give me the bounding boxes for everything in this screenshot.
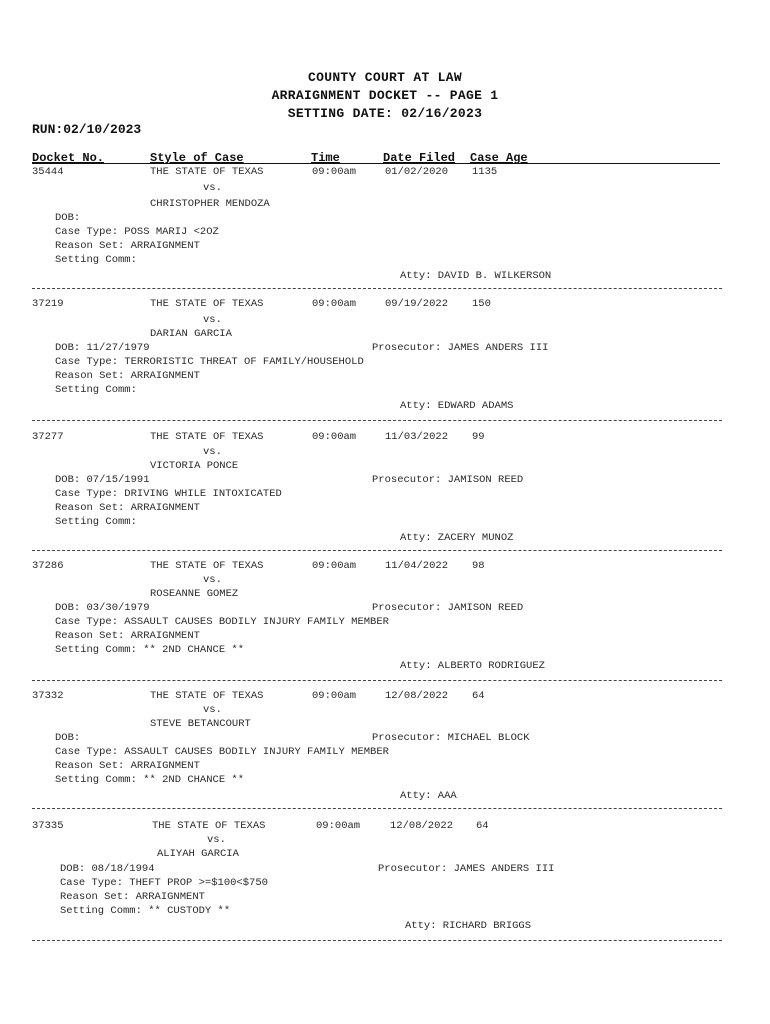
entry-separator bbox=[32, 808, 722, 809]
prosecutor: Prosecutor: JAMES ANDERS III bbox=[372, 342, 549, 354]
versus: vs. bbox=[203, 704, 222, 716]
prosecutor: Prosecutor: MICHAEL BLOCK bbox=[372, 732, 530, 744]
defendant: VICTORIA PONCE bbox=[150, 460, 239, 472]
docket-entry bbox=[0, 431, 770, 561]
defendant: STEVE BETANCOURT bbox=[150, 718, 251, 730]
reason-set: Reason Set: ARRAIGNMENT bbox=[60, 891, 205, 903]
docket-number: 37219 bbox=[32, 298, 64, 310]
date-filed: 11/04/2022 bbox=[385, 560, 449, 572]
col-docket-no: Docket No. bbox=[32, 151, 105, 165]
time: 09:00am bbox=[312, 166, 357, 178]
time: 09:00am bbox=[312, 431, 357, 443]
setting-comm: Setting Comm: ** 2ND CHANCE ** bbox=[55, 644, 245, 656]
dob: DOB: 07/15/1991 bbox=[55, 474, 150, 486]
plaintiff: THE STATE OF TEXAS bbox=[150, 560, 264, 572]
setting-comm: Setting Comm: ** CUSTODY ** bbox=[60, 905, 231, 917]
setting-date: SETTING DATE: 02/16/2023 bbox=[287, 106, 483, 121]
date-filed: 09/19/2022 bbox=[385, 298, 449, 310]
col-style-of-case: Style of Case bbox=[150, 151, 244, 165]
docket-number: 37277 bbox=[32, 431, 64, 443]
docket-number: 35444 bbox=[32, 166, 64, 178]
case-age: 64 bbox=[476, 820, 489, 832]
case-type: Case Type: ASSAULT CAUSES BODILY INJURY FAMILY MEMBER bbox=[55, 746, 389, 758]
docket-number: 37335 bbox=[32, 820, 64, 832]
court-title: COUNTY COURT AT LAW bbox=[308, 70, 462, 85]
case-age: 64 bbox=[472, 690, 485, 702]
docket-entry bbox=[0, 166, 770, 296]
docket-entry bbox=[0, 820, 770, 950]
case-type: Case Type: THEFT PROP >=$100<$750 bbox=[60, 877, 268, 889]
entry-separator bbox=[32, 288, 722, 289]
col-case-age: Case Age bbox=[470, 151, 528, 165]
dob: DOB: 03/30/1979 bbox=[55, 602, 150, 614]
prosecutor: Prosecutor: JAMES ANDERS III bbox=[378, 863, 555, 875]
attorney: Atty: EDWARD ADAMS bbox=[400, 400, 514, 412]
time: 09:00am bbox=[312, 560, 357, 572]
versus: vs. bbox=[207, 834, 226, 846]
attorney: Atty: ZACERY MUNOZ bbox=[400, 532, 514, 544]
plaintiff: THE STATE OF TEXAS bbox=[150, 166, 264, 178]
docket-entry bbox=[0, 298, 770, 428]
plaintiff: THE STATE OF TEXAS bbox=[150, 431, 264, 443]
docket-entry bbox=[0, 690, 770, 820]
reason-set: Reason Set: ARRAIGNMENT bbox=[55, 760, 200, 772]
attorney: Atty: DAVID B. WILKERSON bbox=[400, 270, 552, 282]
plaintiff: THE STATE OF TEXAS bbox=[150, 298, 264, 310]
defendant: DARIAN GARCIA bbox=[150, 328, 232, 340]
entry-separator bbox=[32, 420, 722, 421]
date-filed: 12/08/2022 bbox=[390, 820, 454, 832]
prosecutor: Prosecutor: JAMISON REED bbox=[372, 602, 524, 614]
dob: DOB: 11/27/1979 bbox=[55, 342, 150, 354]
reason-set: Reason Set: ARRAIGNMENT bbox=[55, 502, 200, 514]
docket-entry bbox=[0, 560, 770, 690]
dob: DOB: bbox=[55, 212, 81, 224]
setting-comm: Setting Comm: bbox=[55, 254, 137, 266]
plaintiff: THE STATE OF TEXAS bbox=[152, 820, 266, 832]
case-type: Case Type: ASSAULT CAUSES BODILY INJURY FAMILY MEMBER bbox=[55, 616, 389, 628]
dob: DOB: 08/18/1994 bbox=[60, 863, 155, 875]
defendant: CHRISTOPHER MENDOZA bbox=[150, 198, 270, 210]
date-filed: 11/03/2022 bbox=[385, 431, 449, 443]
case-type: Case Type: TERRORISTIC THREAT OF FAMILY/HOUSEHOLD bbox=[55, 356, 364, 368]
reason-set: Reason Set: ARRAIGNMENT bbox=[55, 240, 200, 252]
date-filed: 12/08/2022 bbox=[385, 690, 449, 702]
col-date-filed: Date Filed bbox=[383, 151, 456, 165]
defendant: ALIYAH GARCIA bbox=[157, 848, 239, 860]
col-time: Time bbox=[311, 151, 340, 165]
case-age: 99 bbox=[472, 431, 485, 443]
case-age: 1135 bbox=[472, 166, 498, 178]
entry-separator bbox=[32, 940, 722, 941]
defendant: ROSEANNE GOMEZ bbox=[150, 588, 239, 600]
versus: vs. bbox=[203, 446, 222, 458]
setting-comm: Setting Comm: bbox=[55, 516, 137, 528]
reason-set: Reason Set: ARRAIGNMENT bbox=[55, 370, 200, 382]
date-filed: 01/02/2020 bbox=[385, 166, 449, 178]
versus: vs. bbox=[203, 182, 222, 194]
case-age: 98 bbox=[472, 560, 485, 572]
docket-title: ARRAIGNMENT DOCKET -- PAGE 1 bbox=[271, 88, 499, 103]
attorney: Atty: AAA bbox=[400, 790, 457, 802]
versus: vs. bbox=[203, 314, 222, 326]
dob: DOB: bbox=[55, 732, 81, 744]
versus: vs. bbox=[203, 574, 222, 586]
run-date: RUN:02/10/2023 bbox=[32, 122, 142, 137]
time: 09:00am bbox=[312, 298, 357, 310]
time: 09:00am bbox=[312, 690, 357, 702]
docket-number: 37286 bbox=[32, 560, 64, 572]
entry-separator bbox=[32, 550, 722, 551]
attorney: Atty: ALBERTO RODRIGUEZ bbox=[400, 660, 545, 672]
attorney: Atty: RICHARD BRIGGS bbox=[405, 920, 532, 932]
header-rule bbox=[32, 163, 720, 164]
case-age: 150 bbox=[472, 298, 491, 310]
case-type: Case Type: DRIVING WHILE INTOXICATED bbox=[55, 488, 282, 500]
plaintiff: THE STATE OF TEXAS bbox=[150, 690, 264, 702]
setting-comm: Setting Comm: ** 2ND CHANCE ** bbox=[55, 774, 245, 786]
prosecutor: Prosecutor: JAMISON REED bbox=[372, 474, 524, 486]
reason-set: Reason Set: ARRAIGNMENT bbox=[55, 630, 200, 642]
case-type: Case Type: POSS MARIJ <2OZ bbox=[55, 226, 219, 238]
setting-comm: Setting Comm: bbox=[55, 384, 137, 396]
docket-number: 37332 bbox=[32, 690, 64, 702]
time: 09:00am bbox=[316, 820, 361, 832]
entry-separator bbox=[32, 680, 722, 681]
